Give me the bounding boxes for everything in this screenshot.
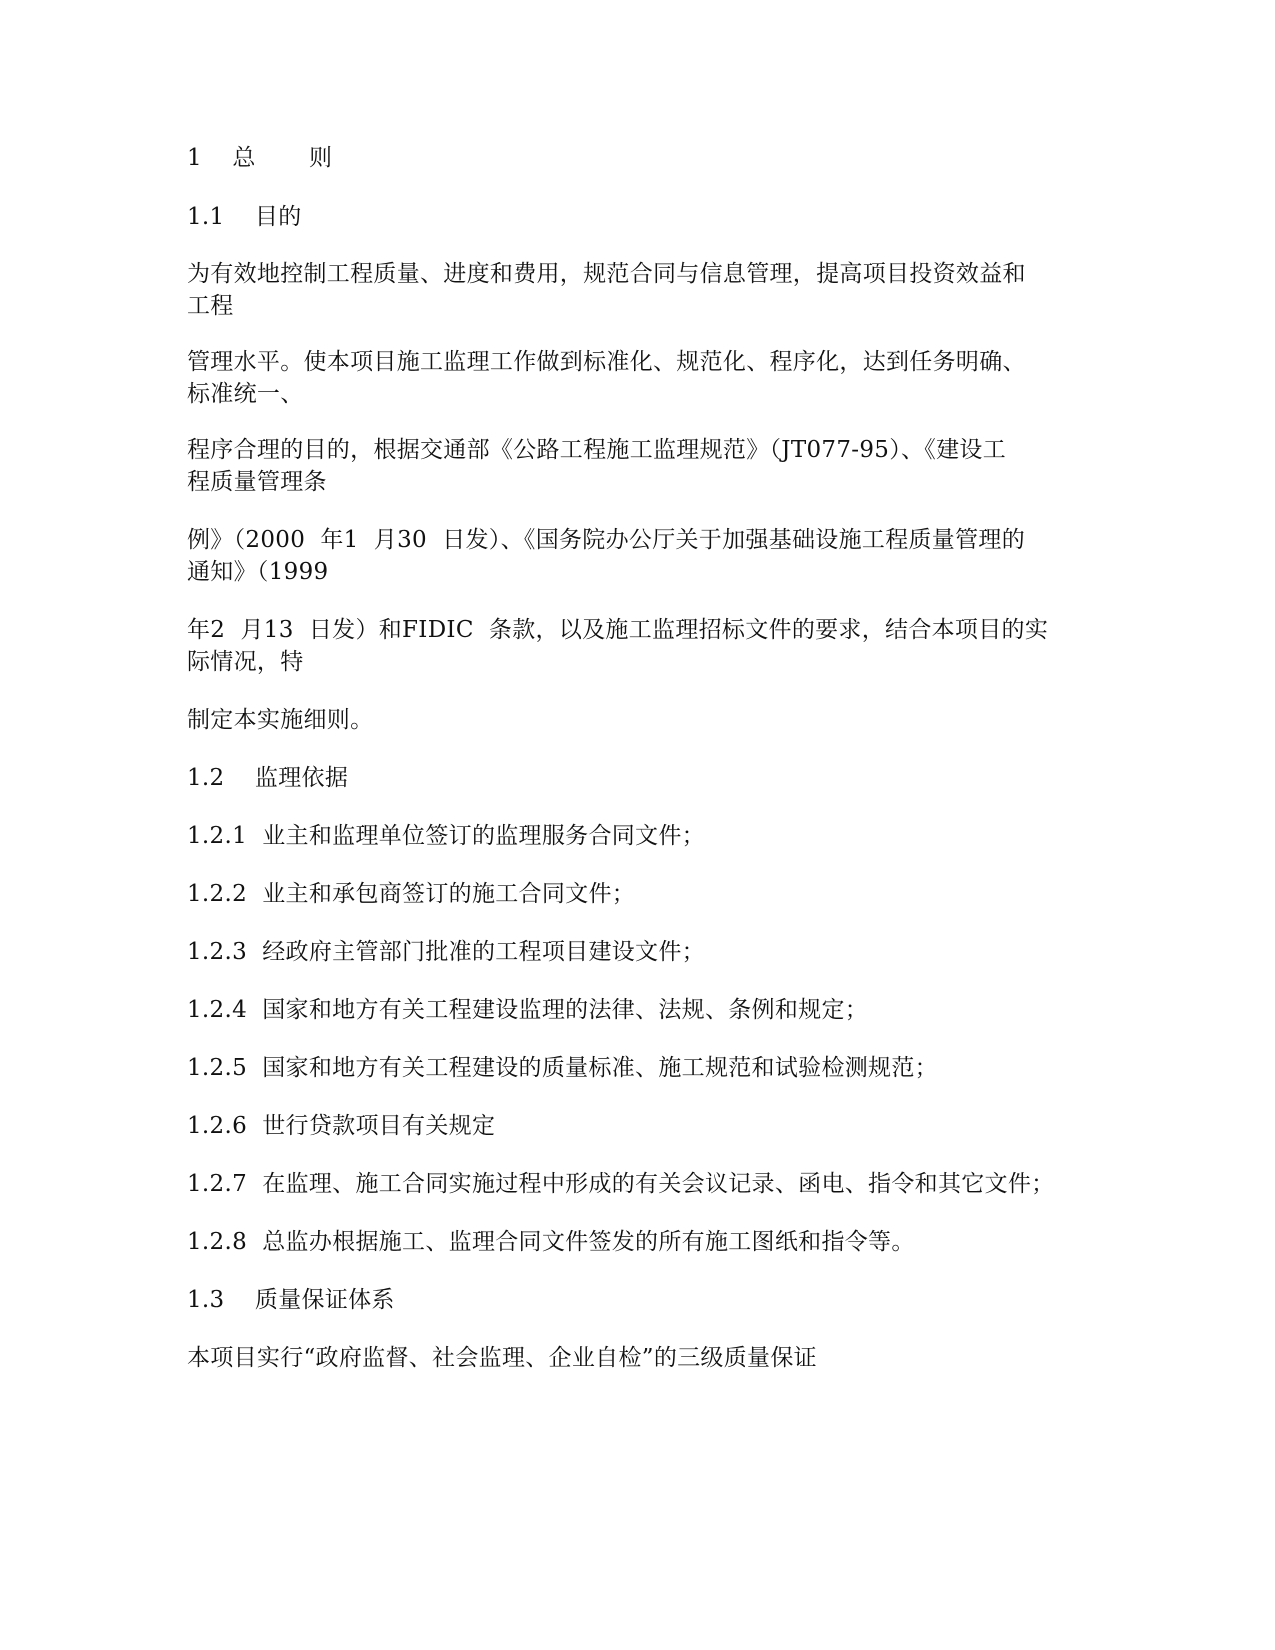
paragraph-4: 例》（2000 年1 月30 日发）、《国务院办公厅关于加强基础设施工程质量管理的 通知》（1999 bbox=[187, 527, 1025, 585]
paragraph-2: 管理水平。使本项目施工监理工作做到标准化、规范化、程序化，达到任务明确、 标准统一、 bbox=[187, 349, 1026, 407]
list-item-1-2-8: 1.2.8 总监办根据施工、监理合同文件签发的所有施工图纸和指令等。 bbox=[187, 1229, 915, 1255]
paragraph-6: 制定本实施细则。 bbox=[187, 707, 374, 733]
section-heading-1-2: 1.2 监理依据 bbox=[187, 765, 349, 791]
list-item-1-2-6: 1.2.6 世行贷款项目有关规定 bbox=[187, 1113, 496, 1139]
list-item-1-2-4: 1.2.4 国家和地方有关工程建设监理的法律、法规、条例和规定； bbox=[187, 997, 869, 1023]
list-item-1-2-3: 1.2.3 经政府主管部门批准的工程项目建设文件； bbox=[187, 939, 705, 965]
section-heading-1: 1 总 则 bbox=[187, 145, 333, 171]
list-item-1-2-5: 1.2.5 国家和地方有关工程建设的质量标准、施工规范和试验检测规范； bbox=[187, 1055, 938, 1081]
paragraph-3: 程序合理的目的，根据交通部《公路工程施工监理规范》（JT077-95）、《建设工 程质量管理条 bbox=[187, 437, 1006, 495]
paragraph-7: 本项目实行“政府监督、社会监理、企业自检”的三级质量保证 bbox=[187, 1345, 817, 1371]
section-heading-1-1: 1.1 目的 bbox=[187, 204, 302, 230]
list-item-1-2-2: 1.2.2 业主和承包商签订的施工合同文件； bbox=[187, 881, 636, 907]
list-item-1-2-1: 1.2.1 业主和监理单位签订的监理服务合同文件； bbox=[187, 823, 705, 849]
paragraph-5: 年2 月13 日发）和FIDIC 条款，以及施工监理招标文件的要求，结合本项目的实 际情况，特 bbox=[187, 617, 1049, 675]
section-heading-1-3: 1.3 质量保证体系 bbox=[187, 1287, 395, 1313]
paragraph-1: 为有效地控制工程质量、进度和费用，规范合同与信息管理，提高项目投资效益和 工程 bbox=[187, 261, 1026, 319]
list-item-1-2-7: 1.2.7 在监理、施工合同实施过程中形成的有关会议记录、函电、指令和其它文件； bbox=[187, 1171, 1055, 1197]
